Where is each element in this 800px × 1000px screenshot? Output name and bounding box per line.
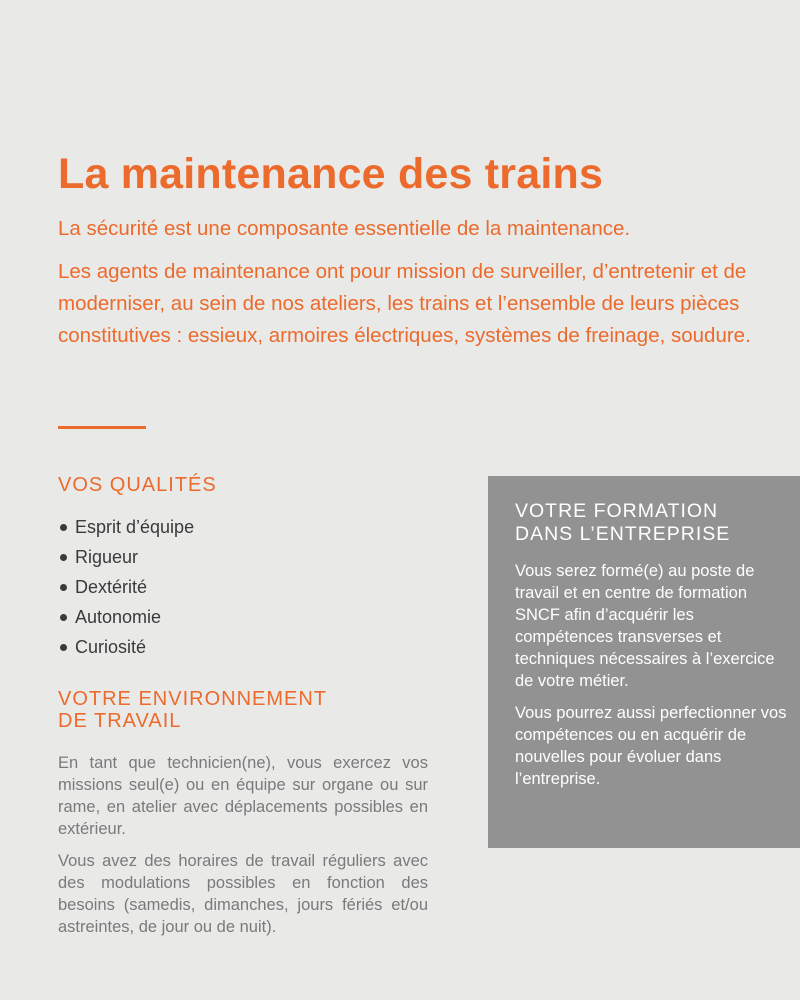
qualities-heading: VOS QUALITÉS xyxy=(58,474,217,496)
list-item xyxy=(58,602,458,632)
lead-text: La sécurité est une composante essentielle de la maintenance. xyxy=(58,217,631,240)
bullet-icon xyxy=(60,584,67,591)
environment-heading-line1: VOTRE ENVIRONNEMENT xyxy=(58,688,328,710)
bullet-icon xyxy=(60,614,67,621)
formation-paragraph: Vous pourrez aussi perfectionner vos compétences ou en acquérir de nouvelles pour évoluer dans l’entreprise. xyxy=(515,704,787,788)
qualities-section xyxy=(58,474,458,662)
quality-label: Autonomie xyxy=(75,607,162,627)
list-item xyxy=(58,512,458,542)
intro-text: Les agents de maintenance ont pour mission de surveiller, d’entretenir et de moderniser, au sein de nos ateliers, les trains et l’ensemble de leurs pièces constitutives : essieux, armoires électriques, systèmes de freinage, soudure. xyxy=(58,260,751,347)
quality-label: Rigueur xyxy=(75,547,139,567)
list-item xyxy=(58,572,458,602)
qualities-list xyxy=(58,512,458,662)
bullet-icon xyxy=(60,524,67,531)
bullet-icon xyxy=(60,644,67,651)
formation-heading-line2: DANS L’ENTREPRISE xyxy=(515,523,731,545)
bullet-icon xyxy=(60,554,67,561)
page-title: La maintenance des trains xyxy=(58,150,604,198)
environment-heading xyxy=(58,688,428,732)
formation-paragraph: Vous serez formé(e) au poste de travail et en centre de formation SNCF afin d’acquérir les compétences transverses et techniques nécessaires à l’exercice de votre métier. xyxy=(515,562,775,690)
formation-heading-line1: VOTRE FORMATION xyxy=(515,500,719,522)
environment-heading-line2: DE TRAVAIL xyxy=(58,710,182,732)
environment-paragraph: En tant que technicien(ne), vous exercez vos missions seul(e) ou en équipe sur organe ou sur rame, en atelier avec déplacements possibles en extérieur. xyxy=(58,754,428,838)
formation-heading xyxy=(515,500,790,546)
environment-paragraph: Vous avez des horaires de travail réguliers avec des modulations possibles en fonction des besoins (samedis, dimanches, jours fériés et/ou astreintes, de jour ou de nuit). xyxy=(58,852,428,936)
list-item xyxy=(58,632,458,662)
quality-label: Curiosité xyxy=(75,637,147,657)
formation-box xyxy=(488,476,800,848)
quality-label: Esprit d’équipe xyxy=(75,517,195,537)
list-item xyxy=(58,542,458,572)
environment-section xyxy=(58,688,428,938)
quality-label: Dextérité xyxy=(75,577,148,597)
formation-content xyxy=(515,500,790,790)
accent-divider xyxy=(58,426,146,429)
